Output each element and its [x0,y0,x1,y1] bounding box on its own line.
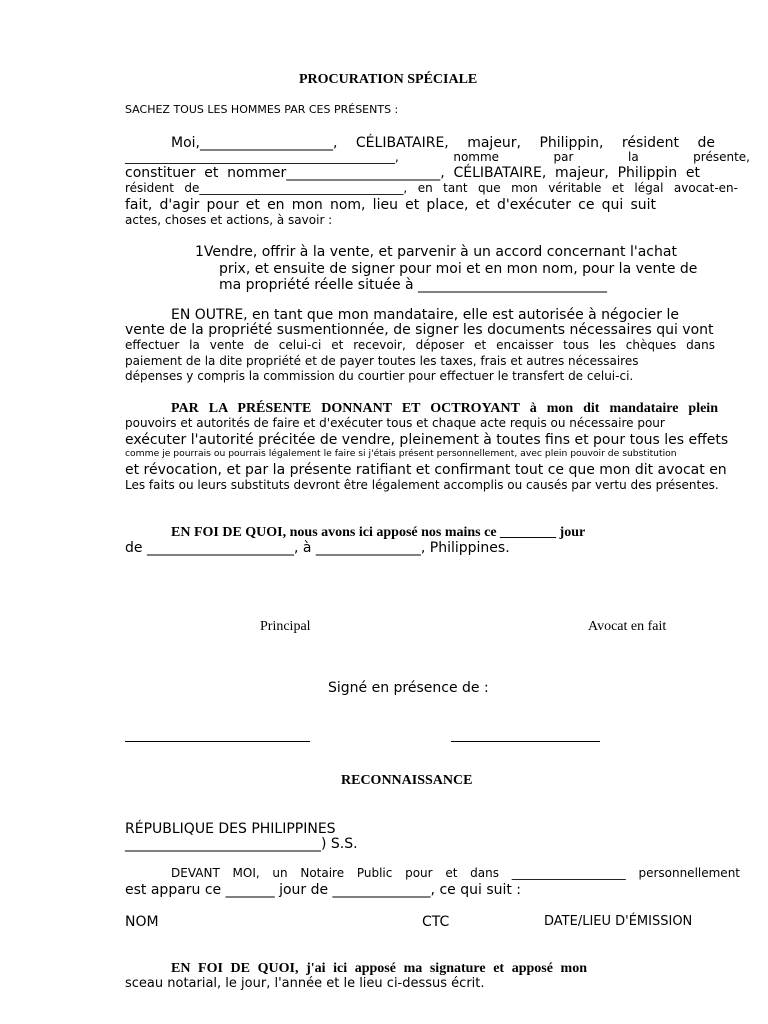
final-line-2: sceau notarial, le jour, l'année et le lieu ci-dessus écrit. [125,976,485,991]
p4-line-2: de _____________________, à _______________, Philippines. [125,540,510,556]
p4-line-1: EN FOI DE QUOI, nous avons ici apposé nos mains ce ________ jour [171,525,586,540]
item1-line-1: 1Vendre, offrir à la vente, et parvenir à un accord concernant l'achat [195,244,677,260]
p2-line-5: dépenses y compris la commission du courtier pour effectuer le transfert de celui-ci. [125,369,634,383]
signature-principal-label: Principal [260,619,311,634]
column-ctc: CTC [422,914,450,930]
final-line-1: EN FOI DE QUOI, j'ai ici apposé ma signature et apposé mon [171,961,587,976]
witness-signature-line-2 [451,741,600,742]
p3-line-6: Les faits ou leurs substituts devront être légalement accomplis ou causés par vertu des présentes. [125,478,719,492]
p2-line-4: paiement de la dite propriété et de payer toutes les taxes, frais et autres nécessaires [125,354,639,368]
p3-line-2: pouvoirs et autorités de faire et d'exécuter tous et chaque acte requis ou nécessaire pour [125,416,665,430]
p1-line-4: résident de__________________________________, en tant que mon véritable et légal avocat-en- [125,181,738,195]
document-title: PROCURATION SPÉCIALE [299,72,478,87]
item1-line-2: prix, et ensuite de signer pour moi et en mon nom, pour la vente de [219,261,698,277]
signature-attorney-label: Avocat en fait [588,619,667,634]
item1-line-3: ma propriété réelle située à ___________________________ [219,277,608,293]
p3-line-1: PAR LA PRÉSENTE DONNANT ET OCTROYANT à mon dit mandataire plein [171,401,718,416]
p3-line-3: exécuter l'autorité précitée de vendre, pleinement à toutes fins et pour tous les effets [125,432,729,448]
intro-line: SACHEZ TOUS LES HOMMES PAR CES PRÉSENTS : [125,103,399,116]
column-name: NOM [125,914,159,930]
p2-line-1: EN OUTRE, en tant que mon mandataire, elle est autorisée à négocier le [171,307,680,323]
witness-signature-line-1 [125,741,310,742]
p2-line-2: vente de la propriété susmentionnée, de signer les documents nécessaires qui vont [125,322,714,338]
p1-line-6: actes, choses et actions, à savoir : [125,213,333,227]
witness-heading: Signé en présence de : [328,680,489,696]
p2-line-3: effectuer la vente de celui-ci et recevoir, déposer et encaisser tous les chèques dans [125,338,715,352]
republic-line: RÉPUBLIQUE DES PHILIPPINES [125,821,336,837]
p1-line-5: fait, d'agir pour et en mon nom, lieu et place, et d'exécuter ce qui suit [125,197,656,213]
p1-line-1: Moi,___________________, CÉLIBATAIRE, majeur, Philippin, résident de [171,135,715,151]
p3-line-4: comme je pourrais ou pourrais légalement le faire si j'étais présent personnellement, avec plein pouvoir de substitution [125,448,677,459]
p1-line-3: constituer et nommer______________________, CÉLIBATAIRE, majeur, Philippin et [125,165,700,181]
p1-line-2: _____________________________________________, nomme par la présente, [125,150,750,164]
ss-line: ____________________________) S.S. [125,836,358,852]
p3-line-5: et révocation, et par la présente ratifiant et confirmant tout ce que mon dit avocat en [125,462,727,478]
acknowledgement-title: RECONNAISSANCE [341,773,473,788]
column-date-place: DATE/LIEU D'ÉMISSION [544,914,693,929]
before-me-line-1: DEVANT MOI, un Notaire Public pour et dans ___________________ personnellement [171,866,740,880]
before-me-line-2: est apparu ce _______ jour de ______________, ce qui suit : [125,882,522,898]
